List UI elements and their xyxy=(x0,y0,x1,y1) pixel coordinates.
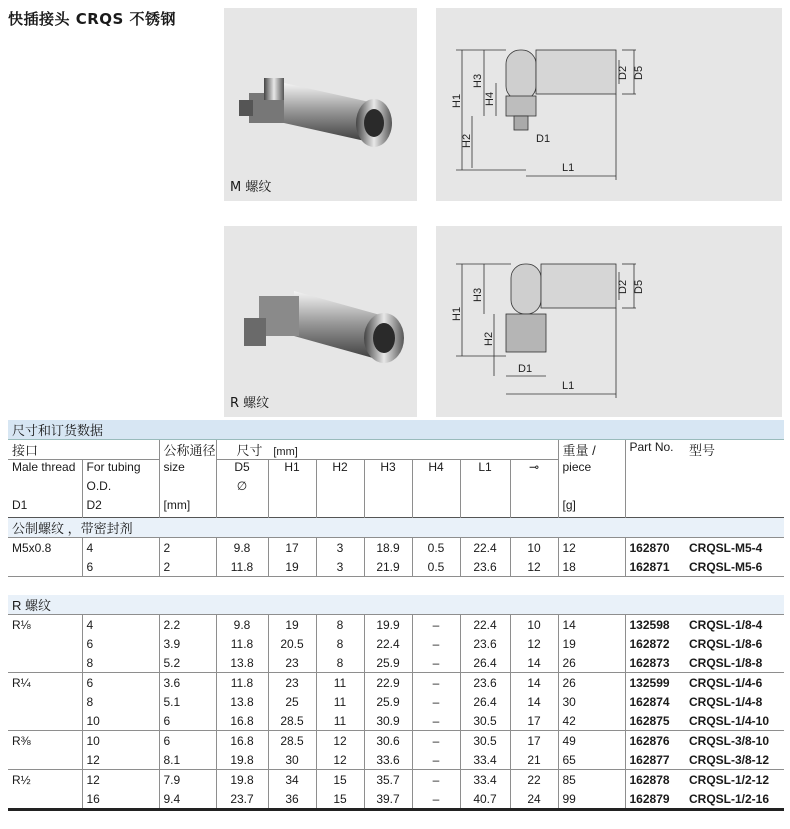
table-cell: 34 xyxy=(268,770,316,790)
table-cell: 17 xyxy=(510,711,558,731)
table-cell: 162876 xyxy=(625,731,685,751)
table-cell: R¼ xyxy=(8,673,82,693)
table-cell: 21.9 xyxy=(364,557,412,577)
hdr-l1: L1 xyxy=(460,460,510,480)
table-cell: 9.8 xyxy=(216,538,268,558)
dim-d5-r: D5 xyxy=(633,279,645,294)
table-cell: 11.8 xyxy=(216,557,268,577)
table-cell: 4 xyxy=(82,615,159,635)
table-cell: 28.5 xyxy=(268,731,316,751)
fitting-photo-m xyxy=(224,8,417,201)
dimension-drawing-r xyxy=(436,226,782,417)
table-cell: 16.8 xyxy=(216,731,268,751)
table-row xyxy=(8,750,784,770)
table-cell: 28.5 xyxy=(268,711,316,731)
table-cell: 6 xyxy=(82,634,159,653)
table-cell: – xyxy=(412,731,460,751)
table-cell: 19 xyxy=(558,634,625,653)
hdr-od: O.D. xyxy=(82,479,159,498)
table-cell: 17 xyxy=(268,538,316,558)
table-cell: – xyxy=(412,634,460,653)
table-cell: 26 xyxy=(558,653,625,673)
table-cell: 14 xyxy=(510,692,558,711)
table-cell: CRQSL-1/8-6 xyxy=(689,636,763,651)
table-cell: 5.2 xyxy=(159,653,216,673)
hdr-partno: Part No. xyxy=(625,440,685,460)
hdr-h1: H1 xyxy=(268,460,316,480)
table-cell: 19 xyxy=(268,615,316,635)
table-cell: 19.9 xyxy=(364,615,412,635)
table-cell: 162870 xyxy=(625,538,685,558)
table-cell: 30.5 xyxy=(460,711,510,731)
hdr-size: size xyxy=(159,460,216,480)
table-cell: – xyxy=(412,711,460,731)
table-cell: 9.8 xyxy=(216,615,268,635)
table-cell: 5.1 xyxy=(159,692,216,711)
table-cell: 13.8 xyxy=(216,653,268,673)
hdr-h4: H4 xyxy=(412,460,460,480)
dim-h2-m: H2 xyxy=(461,133,473,148)
hdr-type: 型号 xyxy=(689,443,716,458)
table-cell: – xyxy=(412,789,460,810)
dim-h3-m: H3 xyxy=(472,73,484,88)
table-cell: 26.4 xyxy=(460,692,510,711)
table-cell: CRQSL-1/8-8 xyxy=(689,655,763,670)
table-cell: 15 xyxy=(316,770,364,790)
table-cell: 12 xyxy=(510,557,558,577)
hdr-weight: 重量 / xyxy=(558,440,625,460)
table-cell: 12 xyxy=(82,770,159,790)
table-cell: 33.4 xyxy=(460,770,510,790)
table-cell xyxy=(8,750,82,770)
hdr-male: Male thread xyxy=(12,460,76,474)
table-cell: 6 xyxy=(82,557,159,577)
table-cell: CRQSL-M5-4 xyxy=(685,538,784,558)
table-cell xyxy=(8,557,82,577)
hdr-d2: D2 xyxy=(82,498,159,518)
table-cell: – xyxy=(412,770,460,790)
table-cell: 11 xyxy=(316,711,364,731)
table-row xyxy=(8,731,784,751)
table-cell: 9.4 xyxy=(159,789,216,810)
table-cell: 12 xyxy=(82,750,159,770)
table-cell: R½ xyxy=(8,770,82,790)
table-cell: CRQSL-1/4-6 xyxy=(685,673,784,693)
hdr-h3: H3 xyxy=(364,460,412,480)
dim-h2-r: H2 xyxy=(483,331,495,346)
table-cell xyxy=(8,692,82,711)
table-cell: 162879 xyxy=(625,789,685,810)
group-metric-thread: 公制螺纹 ，带密封剂 xyxy=(8,518,784,538)
hdr-weight-piece: piece xyxy=(558,460,625,480)
table-cell: 42 xyxy=(558,711,625,731)
table-cell: 162873 xyxy=(625,653,685,673)
table-cell: 22.9 xyxy=(364,673,412,693)
table-cell: CRQSL-3/8-10 xyxy=(685,731,784,751)
table-cell: 19 xyxy=(268,557,316,577)
table-cell: 132598 xyxy=(625,615,685,635)
table-cell: – xyxy=(412,615,460,635)
table-cell: 6 xyxy=(82,673,159,693)
table-cell: 23 xyxy=(268,653,316,673)
table-cell: 162877 xyxy=(625,750,685,770)
table-cell: 19.8 xyxy=(216,770,268,790)
dimensions-order-table xyxy=(8,420,784,811)
table-cell: – xyxy=(412,653,460,673)
hdr-h2: H2 xyxy=(316,460,364,480)
table-cell: 132599 xyxy=(625,673,685,693)
table-cell: CRQSL-1/4-8 xyxy=(689,694,763,709)
table-cell: 162875 xyxy=(625,711,685,731)
caption-r-thread: R 螺纹 xyxy=(230,396,270,411)
table-cell: CRQSL-3/8-12 xyxy=(689,752,770,767)
table-cell: 12 xyxy=(316,731,364,751)
table-cell: 2.2 xyxy=(159,615,216,635)
hdr-size-unit: [mm] xyxy=(159,498,216,518)
table-cell: 16.8 xyxy=(216,711,268,731)
group-r-thread: R 螺纹 xyxy=(8,595,784,615)
fitting-photo-r xyxy=(224,226,417,417)
table-cell: 2 xyxy=(159,557,216,577)
table-cell: – xyxy=(412,692,460,711)
table-row xyxy=(8,615,784,635)
table-cell: 19.8 xyxy=(216,750,268,770)
table-cell: 18.9 xyxy=(364,538,412,558)
table-cell: 30 xyxy=(558,692,625,711)
drawing-panel-m-thread xyxy=(436,8,782,201)
table-cell: CRQSL-1/2-12 xyxy=(685,770,784,790)
table-cell: 6 xyxy=(159,711,216,731)
table-row xyxy=(8,711,784,731)
table-cell: 21 xyxy=(510,750,558,770)
table-cell: 35.7 xyxy=(364,770,412,790)
table-cell: 2 xyxy=(159,538,216,558)
table-cell: 162878 xyxy=(625,770,685,790)
table-cell: 23.7 xyxy=(216,789,268,810)
table-cell: 3 xyxy=(316,538,364,558)
table-cell: M5x0.8 xyxy=(8,538,82,558)
table-cell: – xyxy=(412,673,460,693)
table-cell: 0.5 xyxy=(412,557,460,577)
table-cell: 14 xyxy=(558,615,625,635)
table-cell: 8.1 xyxy=(159,750,216,770)
hdr-nominal: 公称通径 xyxy=(159,440,216,460)
table-cell: 18 xyxy=(558,557,625,577)
table-cell: 24 xyxy=(510,789,558,810)
table-cell: 25.9 xyxy=(364,653,412,673)
table-cell: 33.4 xyxy=(460,750,510,770)
table-cell: 11.8 xyxy=(216,634,268,653)
photo-panel-m-thread xyxy=(224,8,417,201)
table-cell: 99 xyxy=(558,789,625,810)
table-cell: 11 xyxy=(316,673,364,693)
dim-l1-r: L1 xyxy=(562,380,575,392)
table-cell: 65 xyxy=(558,750,625,770)
table-cell: 30.6 xyxy=(364,731,412,751)
dim-l1-m: L1 xyxy=(562,162,575,174)
dim-h3-r: H3 xyxy=(472,287,484,302)
table-cell: 23 xyxy=(268,673,316,693)
table-cell: 15 xyxy=(316,789,364,810)
table-cell: 13.8 xyxy=(216,692,268,711)
table-cell: 0.5 xyxy=(412,538,460,558)
table-cell: 20.5 xyxy=(268,634,316,653)
hdr-port: 接口 xyxy=(8,440,159,460)
table-cell xyxy=(8,653,82,673)
table-cell: 22.4 xyxy=(460,538,510,558)
hdr-weight-unit: [g] xyxy=(558,498,625,518)
table-cell: CRQSL-M5-6 xyxy=(689,559,763,574)
table-cell: 22.4 xyxy=(364,634,412,653)
table-cell: R⅜ xyxy=(8,731,82,751)
table-cell: 3 xyxy=(316,557,364,577)
table-cell: 8 xyxy=(82,692,159,711)
table-cell: 6 xyxy=(159,731,216,751)
hdr-d5: D5 xyxy=(216,460,268,480)
dim-d1-m: D1 xyxy=(536,133,551,145)
table-cell: 25 xyxy=(268,692,316,711)
table-cell: 22.4 xyxy=(460,615,510,635)
dim-d5-m: D5 xyxy=(633,65,645,80)
dimension-drawing-m xyxy=(436,8,782,201)
table-cell: 39.7 xyxy=(364,789,412,810)
table-row xyxy=(8,557,784,577)
dim-h1-r: H1 xyxy=(451,306,463,321)
table-cell: 4 xyxy=(82,538,159,558)
table-cell: R⅛ xyxy=(8,615,82,635)
table-cell: 12 xyxy=(558,538,625,558)
table-row xyxy=(8,673,784,693)
table-cell: 11 xyxy=(316,692,364,711)
hdr-d5-symbol: ∅ xyxy=(216,479,268,498)
table-cell: 11.8 xyxy=(216,673,268,693)
table-cell: 10 xyxy=(82,731,159,751)
section-title: 尺寸和订货数据 xyxy=(8,420,784,440)
table-cell: 23.6 xyxy=(460,673,510,693)
table-cell: 40.7 xyxy=(460,789,510,810)
table-cell: 30.5 xyxy=(460,731,510,751)
table-cell: 49 xyxy=(558,731,625,751)
table-cell: 8 xyxy=(316,615,364,635)
table-cell: 7.9 xyxy=(159,770,216,790)
table-cell: CRQSL-1/2-16 xyxy=(685,789,784,810)
page-title: 快插接头 CRQS 不锈钢 xyxy=(8,10,177,28)
table-row xyxy=(8,653,784,673)
table-cell: 14 xyxy=(510,673,558,693)
hdr-d1: D1 xyxy=(12,498,28,512)
hdr-tubing: For tubing xyxy=(82,460,159,480)
table-cell: 16 xyxy=(82,789,159,810)
table-cell: 36 xyxy=(268,789,316,810)
table-cell: 85 xyxy=(558,770,625,790)
dim-d1-r: D1 xyxy=(518,363,533,375)
table-row xyxy=(8,538,784,558)
dim-d2-m: D2 xyxy=(617,65,629,80)
table-cell: 14 xyxy=(510,653,558,673)
table-cell: – xyxy=(412,750,460,770)
table-cell xyxy=(8,634,82,653)
drawing-panel-r-thread xyxy=(436,226,782,417)
dim-d2-r: D2 xyxy=(617,279,629,294)
table-cell: 33.6 xyxy=(364,750,412,770)
table-cell: 8 xyxy=(82,653,159,673)
table-cell: 162874 xyxy=(625,692,685,711)
hdr-wrench-icon: ⊸ xyxy=(510,460,558,480)
caption-m-thread: M 螺纹 xyxy=(230,180,272,195)
table-cell: 26 xyxy=(558,673,625,693)
table-cell: 12 xyxy=(510,634,558,653)
table-cell: 10 xyxy=(510,615,558,635)
table-cell: 22 xyxy=(510,770,558,790)
table-cell: 30.9 xyxy=(364,711,412,731)
table-cell: 17 xyxy=(510,731,558,751)
table-cell xyxy=(8,789,82,810)
dim-h4-m: H4 xyxy=(484,91,496,106)
table-cell: 3.6 xyxy=(159,673,216,693)
table-cell: CRQSL-1/8-4 xyxy=(685,615,784,635)
table-cell: 10 xyxy=(82,711,159,731)
table-row xyxy=(8,789,784,810)
table-cell: 162872 xyxy=(625,634,685,653)
table-cell: 26.4 xyxy=(460,653,510,673)
table-cell: CRQSL-1/4-10 xyxy=(689,713,770,728)
table-cell: 10 xyxy=(510,538,558,558)
hdr-dims: 尺寸 [mm] xyxy=(216,440,558,460)
table-cell: 25.9 xyxy=(364,692,412,711)
table-cell: 23.6 xyxy=(460,557,510,577)
table-cell: 12 xyxy=(316,750,364,770)
dim-h1-m: H1 xyxy=(451,93,463,108)
table-row xyxy=(8,634,784,653)
table-cell: 30 xyxy=(268,750,316,770)
table-row xyxy=(8,692,784,711)
table-cell xyxy=(8,711,82,731)
table-cell: 3.9 xyxy=(159,634,216,653)
table-cell: 8 xyxy=(316,634,364,653)
table-cell: 162871 xyxy=(625,557,685,577)
table-cell: 23.6 xyxy=(460,634,510,653)
table-row xyxy=(8,770,784,790)
photo-panel-r-thread xyxy=(224,226,417,417)
table-cell: 8 xyxy=(316,653,364,673)
